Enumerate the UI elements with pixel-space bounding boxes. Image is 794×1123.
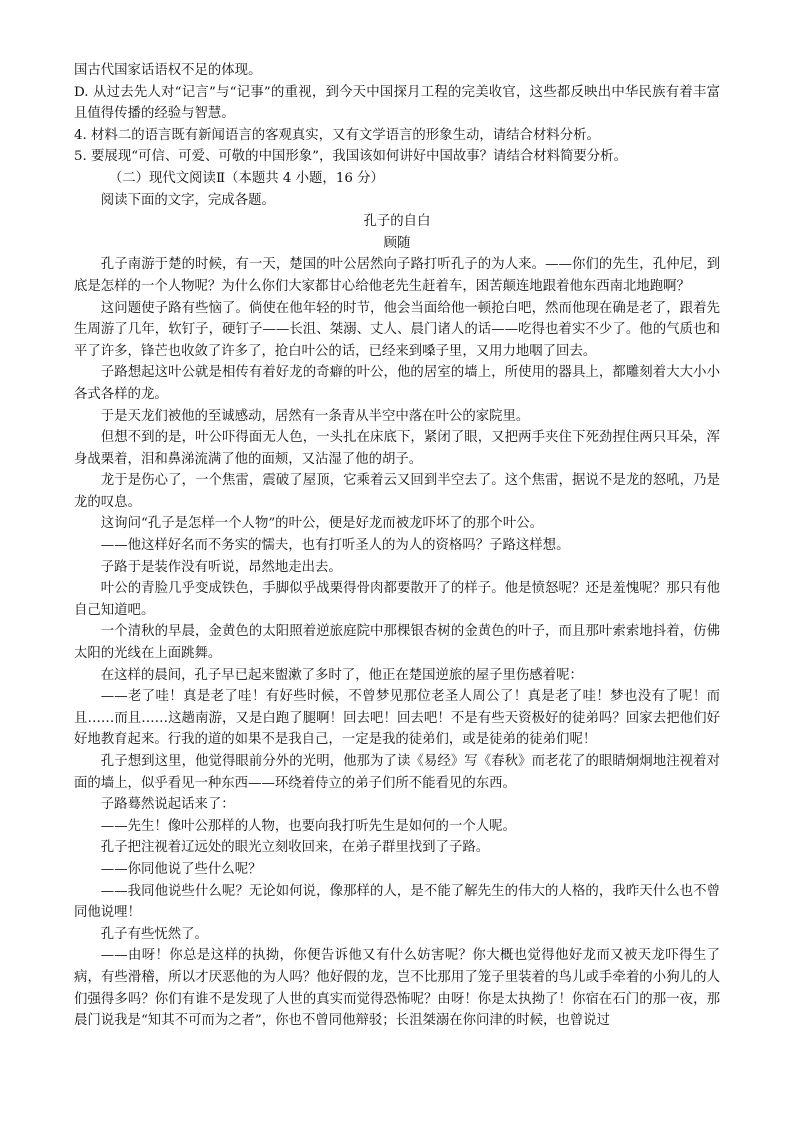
paragraph: ——你同他说了些什么呢？ bbox=[100, 861, 262, 877]
paragraph: 子路蓦然说起话来了： bbox=[100, 797, 235, 813]
article-author: 顾随 bbox=[383, 235, 411, 251]
text-line: 国古代国家话语权不足的体现。 bbox=[74, 63, 262, 78]
paragraph: ——他这样好名而不务实的懦夫，也有打听圣人的为人的资格吗？子路这样想。 bbox=[100, 538, 570, 554]
paragraph: 孔子想到这里，他觉得眼前分外的光明，他那为了读《易经》写《春秋》而老花了的眼睛炯炯地注视着对面的墙上，似乎看见一种东西——环绕着侍立的弟子们所不能看见的东西。 bbox=[74, 754, 720, 791]
paragraph: 在这样的晨间，孔子早已起来盥漱了多时了，他正在楚国逆旅的屋子里伤感着呢： bbox=[100, 667, 583, 683]
paragraph: 这询问“孔子是怎样一个人物”的叶公，便是好龙而被龙吓坏了的那个叶公。 bbox=[100, 516, 543, 532]
paragraph: ——我同他说些什么呢？无论如何说，像那样的人，是不能了解先生的伟大的人格的，我昨天什么也不曾同他说哩！ bbox=[74, 883, 720, 921]
paragraph: 这问题使子路有些恼了。倘使在他年轻的时节，他会当面给他一顿抢白吧，然而他现在确是老了，跟着先生周游了几年，软钉子，硬钉子——长沮、桀溺、丈人、晨门诸人的话——吃得也着实不少了。他的气质也和平了许多，锋芒也收敛了许多了，抢白叶公的话，已经来到嗓子里，又用力地咽了回去。 bbox=[74, 300, 720, 359]
paragraph: 孔子有些怃然了。 bbox=[100, 926, 208, 942]
article-title: 孔子的自白 bbox=[363, 214, 431, 230]
paragraph: 孔子南游于楚的时候，有一天，楚国的叶公居然向子路打听孔子的为人来。——你们的先生，孔仲尼，到底是怎样的一个人物呢？为什么你们大家都甘心给他老先生赶着车，困苦颠连地跟着他东西南北地跑啊？ bbox=[74, 257, 720, 294]
paragraph: 龙于是伤心了，一个焦雷，震破了屋顶，它乘着云又回到半空去了。这个焦雷，据说不是龙的怒吼，乃是龙的叹息。 bbox=[74, 473, 720, 510]
paragraph: ——由呀！你总是这样的执拗，你便告诉他又有什么妨害呢？你大概也觉得他好龙而又被天龙吓得生了病，有些滑稽，所以才厌恶他的为人吗？他好假的龙，岂不比那用了笼子里装着的鸟儿或手牵着的小狗儿的人们强得多吗？你们有谁不是发现了人世的真实而觉得恐怖呢？由呀！你是太执拗了！你宿在石门的那一夜，那晨门说我是“知其不可而为之者”，你也不曾同他辩驳；长沮桀溺在你问津的时候，也曾说过 bbox=[74, 948, 720, 1029]
paragraph: ——先生！像叶公那样的人物，也要向我打听先生是如何的一个人呢。 bbox=[100, 818, 516, 834]
paragraph: 于是天龙们被他的至诚感动，居然有一条青从半空中落在叶公的家院里。 bbox=[100, 408, 530, 424]
option-d: D. 从过去先人对“记言”与“记事”的重视，到今天中国探月工程的完美收官，这些都反映出中华民族有着丰富且值得传播的经验与智慧。 bbox=[74, 84, 720, 122]
question-4: 4. 材料二的语言既有新闻语言的客观真实，又有文学语言的形象生动，请结合材料分析。 bbox=[74, 127, 600, 143]
paragraph: 孔子把注视着辽远处的眼光立刻收回来，在弟子群里找到了子路。 bbox=[100, 840, 490, 856]
paragraph: 子路于是装作没有听说，昂然地走出去。 bbox=[100, 559, 342, 575]
paragraph: 叶公的青脸几乎变成铁色，手脚似乎战栗得骨肉都要散开了的样子。他是愤怒呢？还是羞愧呢？那只有他自己知道吧。 bbox=[74, 581, 720, 618]
instruction: 阅读下面的文字，完成各题。 bbox=[100, 192, 275, 208]
section-heading: （二）现代文阅读Ⅱ（本题共 4 小题，16 分） bbox=[108, 170, 384, 186]
question-5: 5. 要展现“可信、可爱、可敬的中国形象”，我国该如何讲好中国故事？请结合材料简要分析。 bbox=[74, 149, 627, 165]
paragraph: ——老了哇！真是老了哇！有好些时候，不曾梦见那位老圣人周公了！真是老了哇！梦也没有了呢！而且……而且……这趟南游，又是白跑了腿啊！回去吧！回去吧！不是有些天资极好的徒弟吗？回家去把他们好好地教育起来。行我的道的如果不是我自己，一定是我的徒弟们，或是徒弟的徒弟们呢！ bbox=[74, 689, 720, 748]
paragraph: 子路想起这叶公就是相传有着好龙的奇癖的叶公，他的居室的墙上，所使用的器具上，都雕刻着大大小小各式各样的龙。 bbox=[74, 365, 720, 402]
paragraph: 一个清秋的早晨，金黄色的太阳照着逆旅庭院中那棵银杏树的金黄色的叶子，而且那叶索索地抖着，仿佛太阳的光线在上面跳舞。 bbox=[74, 624, 720, 662]
paragraph: 但想不到的是，叶公吓得面无人色，一头扎在床底下，紧闭了眼，又把两手夹住下死劲捏住两只耳朵，浑身战栗着，泪和鼻涕流满了他的面颊，又沾湿了他的胡子。 bbox=[74, 430, 720, 467]
